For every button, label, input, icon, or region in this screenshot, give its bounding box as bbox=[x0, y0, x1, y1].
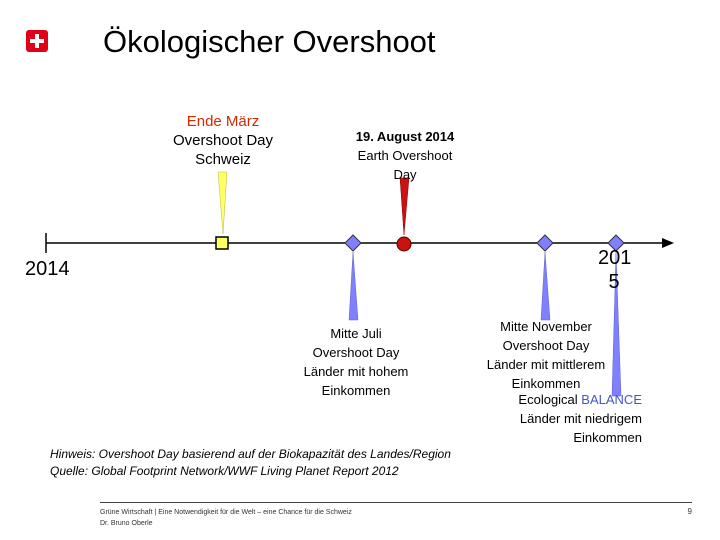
timeline-start-year: 2014 bbox=[25, 258, 70, 280]
callout-line: Overshoot Day bbox=[172, 132, 274, 149]
callout-line: Ende März bbox=[186, 113, 260, 130]
footer-divider bbox=[100, 502, 692, 503]
slide-title: Ökologischer Overshoot bbox=[103, 24, 436, 59]
earth-overshoot-callout bbox=[330, 127, 480, 184]
earth-pointer bbox=[400, 178, 409, 235]
callout-line bbox=[480, 390, 642, 409]
callout-line: Einkommen bbox=[321, 383, 391, 398]
callout-line: Day bbox=[393, 167, 417, 182]
page-number: 9 bbox=[687, 507, 692, 516]
callout-line: Earth Overshoot bbox=[357, 148, 453, 163]
callout-line: Einkommen bbox=[573, 430, 642, 445]
callout-line: Schweiz bbox=[195, 151, 251, 168]
note-line: Quelle: Global Footprint Network/WWF Living Planet Report 2012 bbox=[50, 464, 399, 478]
ecological-label: Ecological bbox=[518, 392, 582, 407]
end-year-part: 201 bbox=[598, 247, 632, 269]
callout-line: Mitte November bbox=[500, 319, 592, 334]
footer-line: Grüne Wirtschaft | Eine Notwendigkeit für die Welt – eine Chance für die Schweiz bbox=[100, 509, 352, 516]
callout-line: Länder mit niedrigem bbox=[519, 411, 642, 426]
high-income-callout bbox=[280, 324, 432, 400]
timeline-arrowhead bbox=[662, 238, 674, 248]
callout-line: Overshoot Day bbox=[502, 338, 590, 353]
end-year-part: 5 bbox=[608, 271, 620, 293]
callout-line: Länder mit hohem bbox=[303, 364, 409, 379]
callout-line: Overshoot Day bbox=[312, 345, 400, 360]
high-income-pointer bbox=[349, 252, 358, 320]
callout-line: Länder mit mittlerem bbox=[486, 357, 606, 372]
balance-label: BALANCE bbox=[581, 392, 642, 407]
high-income-marker bbox=[345, 235, 361, 251]
switzerland-pointer bbox=[218, 172, 227, 234]
switzerland-overshoot-callout bbox=[150, 112, 296, 169]
timeline-end-year bbox=[598, 246, 630, 294]
earth-marker bbox=[397, 237, 411, 251]
note-line: Hinweis: Overshoot Day basierend auf der Biokapazität des Landes/Region bbox=[50, 447, 451, 461]
middle-income-marker bbox=[537, 235, 553, 251]
callout-line: 19. August 2014 bbox=[355, 129, 455, 144]
callout-line: Einkommen bbox=[511, 376, 581, 391]
low-income-callout bbox=[480, 390, 642, 447]
middle-income-callout bbox=[465, 317, 627, 393]
footer bbox=[100, 507, 352, 529]
middle-income-pointer bbox=[541, 252, 550, 320]
source-note bbox=[50, 446, 451, 480]
switzerland-marker bbox=[216, 237, 228, 249]
footer-line: Dr. Bruno Oberle bbox=[100, 520, 153, 527]
callout-line: Mitte Juli bbox=[330, 326, 382, 341]
